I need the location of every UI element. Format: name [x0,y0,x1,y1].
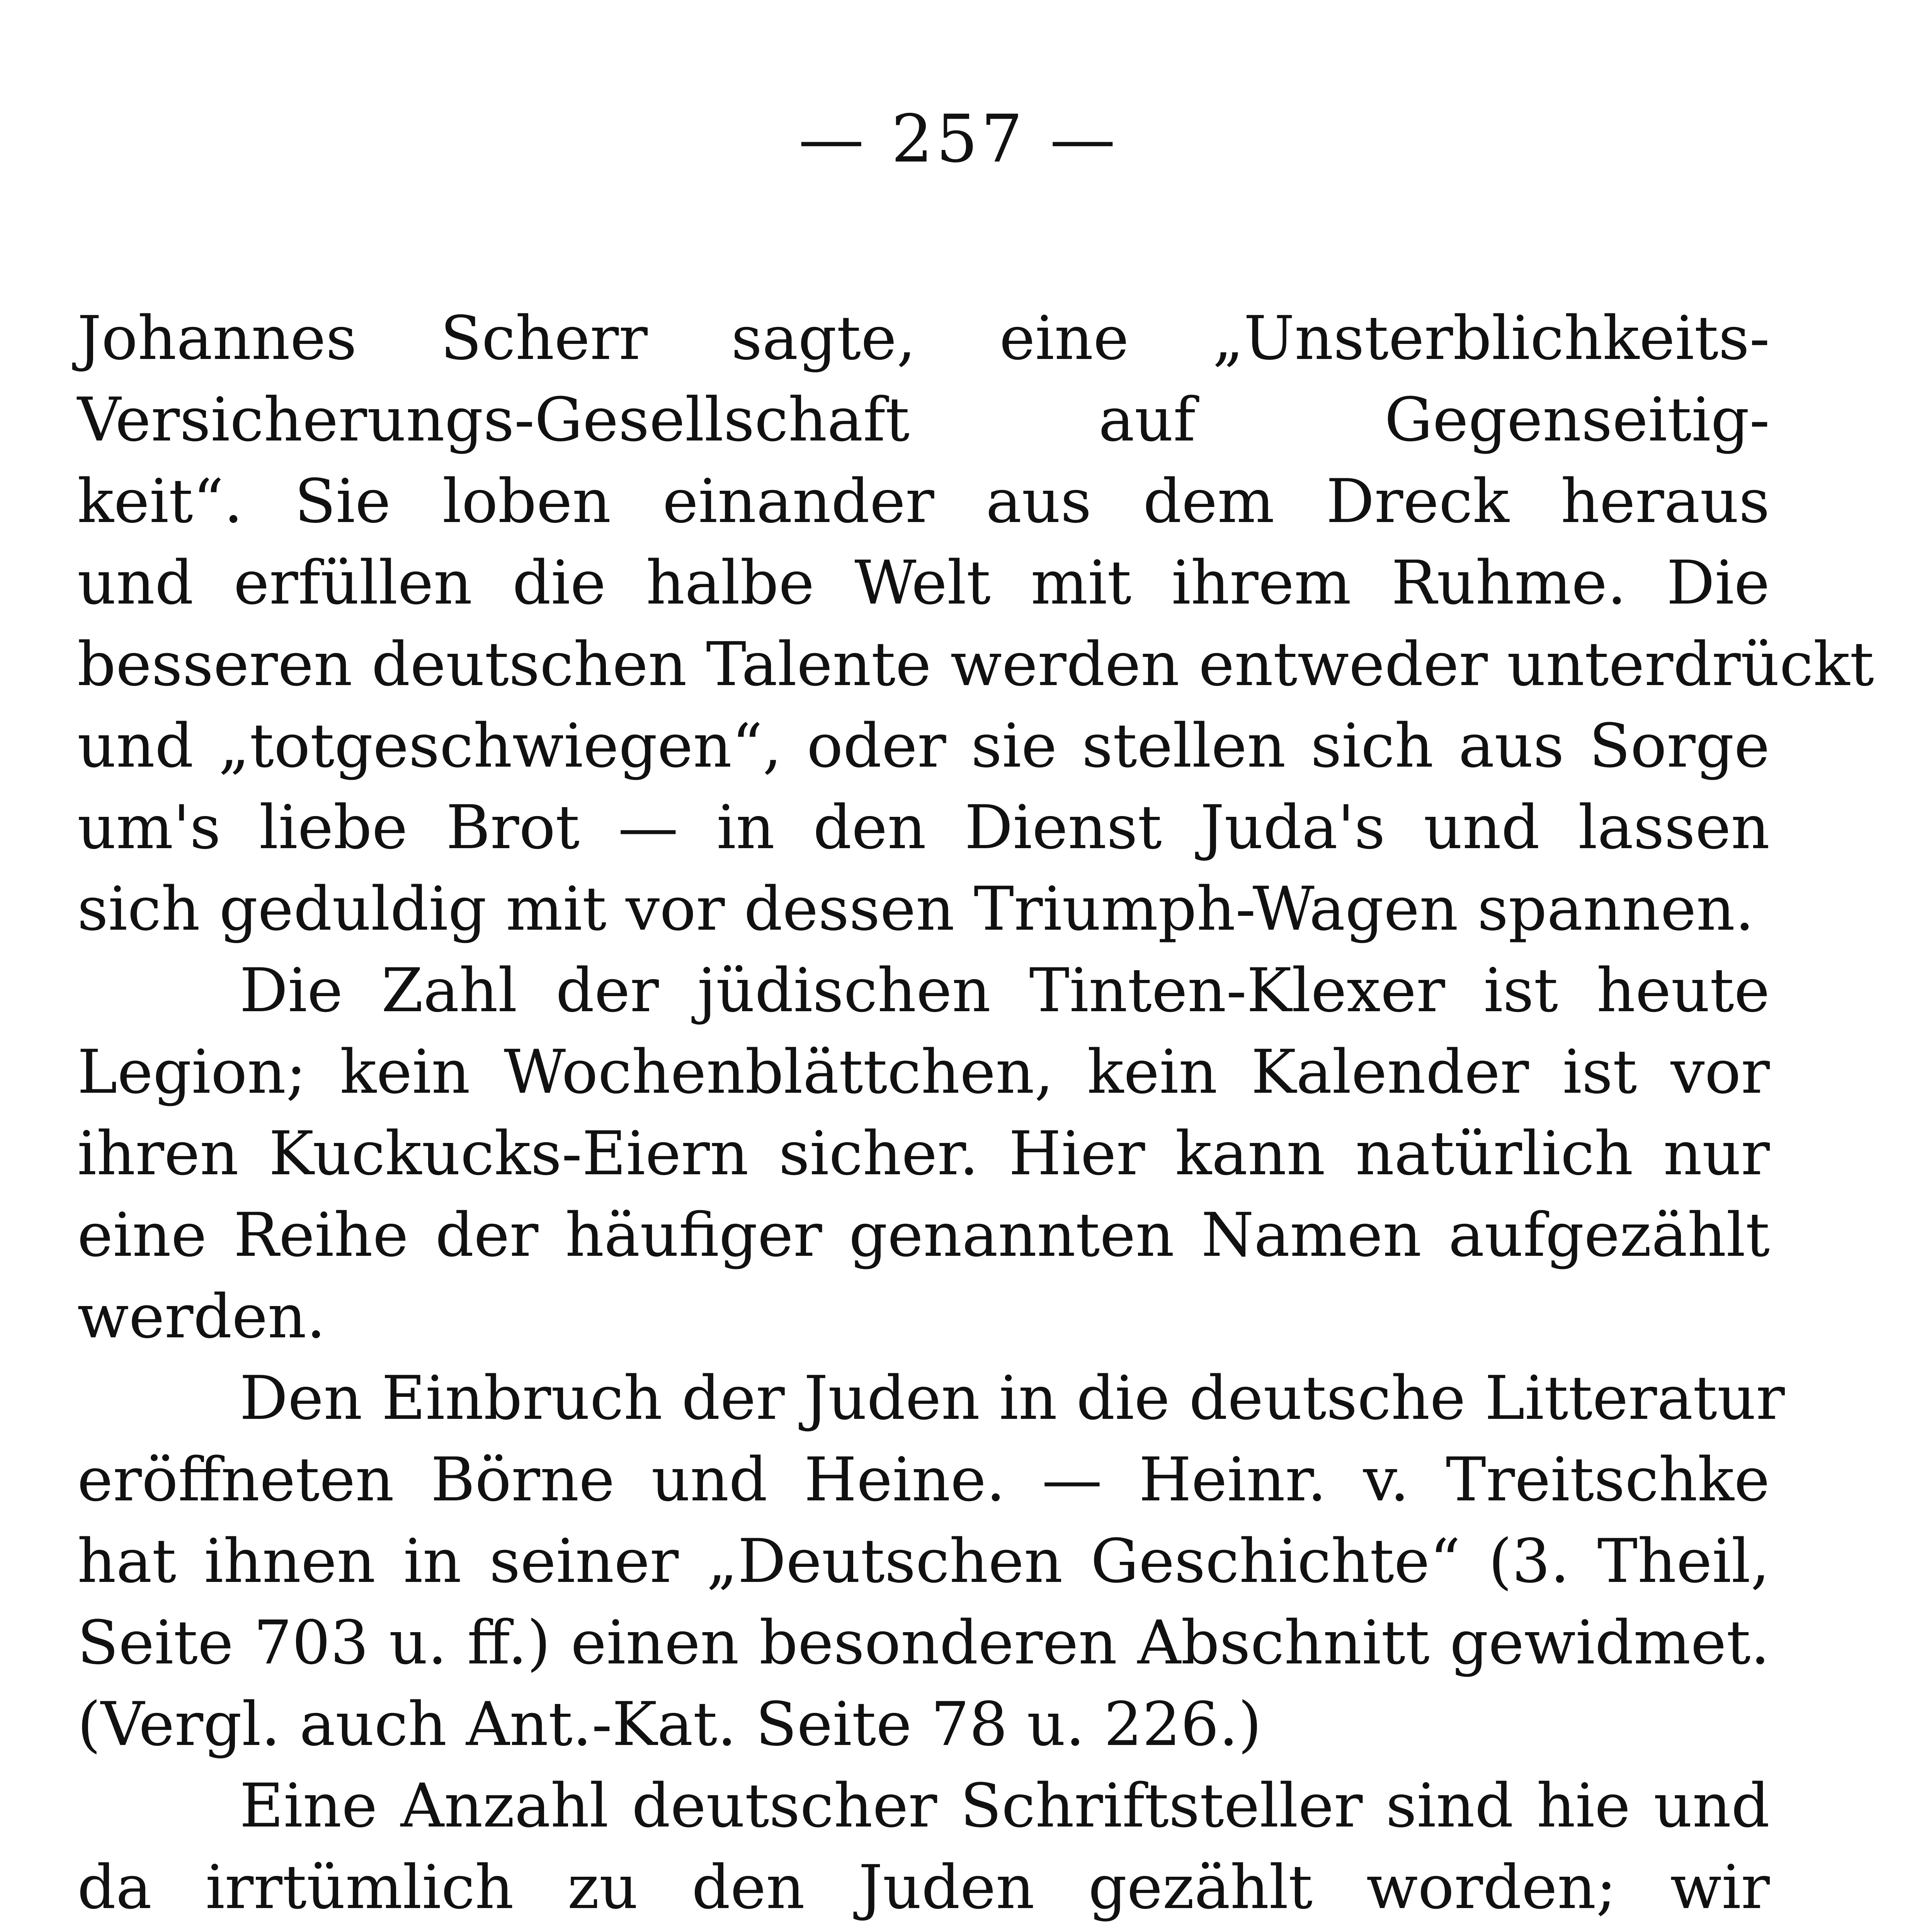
text-line: da irrtümlich zu den Juden gezählt worden; wir [77,1852,1770,1922]
text-line: und erfüllen die halbe Welt mit ihrem Ruhme. Die [77,548,1770,618]
text-line: Versicherungs-Gesellschaft auf Gegenseitig- [77,384,1770,455]
text-line: um's liebe Brot — in den Dienst Juda's und lassen [77,792,1770,862]
text-line: Die Zahl der jüdischen Tinten-Klexer ist heute [240,955,1770,1026]
text-line: werden. [77,1281,326,1352]
text-line: (Vergl. auch Ant.-Kat. Seite 78 u. 226.) [77,1689,1262,1759]
text-line [77,1928,1770,1932]
text-line: hat ihnen in seiner „Deutschen Geschichte“ (3. Theil, [77,1526,1770,1596]
text-line: sich geduldig mit vor dessen Triumph-Wagen spannen. [77,874,1754,944]
text-line: eine Reihe der häufiger genannten Namen aufgezählt [77,1200,1770,1270]
text-line: keit“. Sie loben einander aus dem Dreck heraus [77,466,1770,536]
body-text [77,298,1874,1932]
text-line: besseren deutschen Talente werden entweder unterdrückt [77,629,1874,699]
text-line: und „totgeschwiegen“, oder sie stellen sich aus Sorge [77,711,1770,781]
text-line: Seite 703 u. ff.) einen besonderen Abschnitt gewidmet. [77,1607,1770,1678]
text-line: eröffneten Börne und Heine. — Heinr. v. Treitschke [77,1444,1770,1515]
text-line: Legion; kein Wochenblättchen, kein Kalender ist vor [77,1037,1770,1107]
text-line: Eine Anzahl deutscher Schriftsteller sind hie und [240,1770,1770,1841]
page-number: — 257 — [798,101,1119,177]
text-line: Den Einbruch der Juden in die deutsche Litteratur [240,1363,1785,1433]
text-line: Johannes Scherr sagte, eine „Unsterblichkeits- [77,303,1770,373]
text-line: ihren Kuckucks-Eiern sicher. Hier kann natürlich nur [77,1118,1770,1189]
page-header [0,100,1917,178]
